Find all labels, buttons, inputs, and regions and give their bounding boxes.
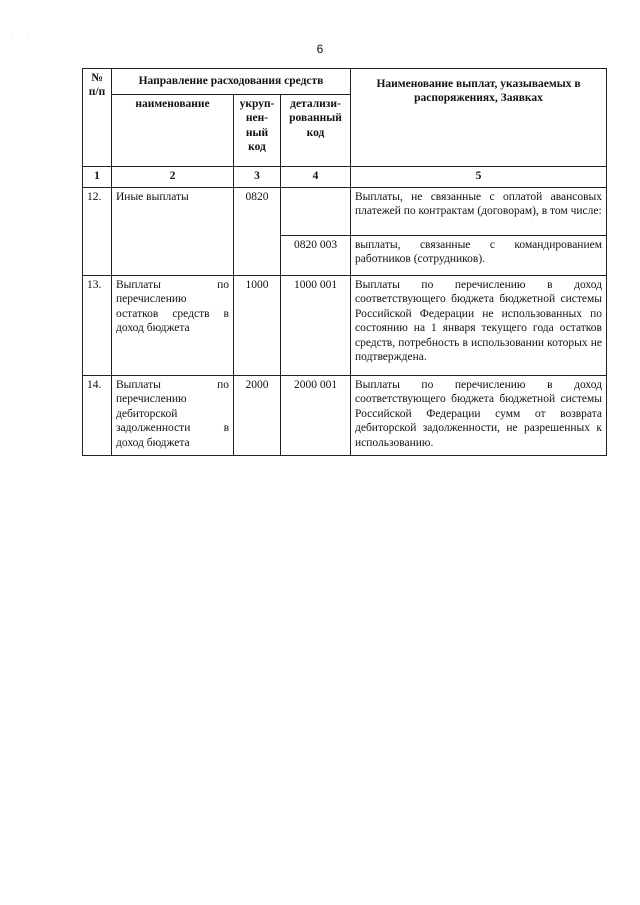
page-number: 6 [316, 42, 324, 56]
header-name: наименование [112, 95, 234, 167]
row-description: Выплаты, не связанные с оплатой авансовых платежей по контрактам (договорам), в том числе: [351, 188, 607, 236]
col-number-4: 4 [281, 167, 351, 188]
col-number-3: 3 [234, 167, 281, 188]
header-detailed-code: детализи-рованный код [281, 95, 351, 167]
header-payment-name: Наименование выплат, указываемых в распоряжениях, Заявках [351, 69, 607, 167]
row-code: 0820 [234, 188, 281, 276]
subrow-description: выплаты, связанные с командированием работников (сотрудников). [351, 236, 607, 276]
row-description: Выплаты по перечислению в доход соответствующего бюджета бюджетной системы Российской Федерации сумм от возврата дебиторской задолженности, не разрешенных к использованию. [351, 376, 607, 456]
row-detail-code: 2000 001 [281, 376, 351, 456]
row-code: 2000 [234, 376, 281, 456]
row-num: 14. [83, 376, 112, 456]
scan-specks: . . [12, 34, 35, 40]
row-detail-code: 1000 001 [281, 276, 351, 376]
payments-table [82, 68, 607, 456]
col-number-5: 5 [351, 167, 607, 188]
row-name: Выплаты по перечислению дебиторской задолженности в доход бюджета [112, 376, 234, 456]
row-num: 12. [83, 188, 112, 276]
table-row [83, 188, 607, 236]
subrow-detail-code: 0820 003 [281, 236, 351, 276]
row-name: Иные выплаты [112, 188, 234, 276]
table-row [83, 276, 607, 376]
col-number-1: 1 [83, 167, 112, 188]
row-detail-code [281, 188, 351, 236]
row-name: Выплаты по перечислению остатков средств в доход бюджета [112, 276, 234, 376]
table-row [83, 376, 607, 456]
row-num: 13. [83, 276, 112, 376]
header-num: № п/п [83, 69, 112, 167]
row-description: Выплаты по перечислению в доход соответствующего бюджета бюджетной системы Российской Федерации не использованных по состоянию на 1 января текущего года остатков средств, потребность в использовании которых не подтверждена. [351, 276, 607, 376]
header-direction: Направление расходования средств [112, 69, 351, 95]
row-code: 1000 [234, 276, 281, 376]
col-number-2: 2 [112, 167, 234, 188]
header-aggregated-code: укруп-нен-ный код [234, 95, 281, 167]
